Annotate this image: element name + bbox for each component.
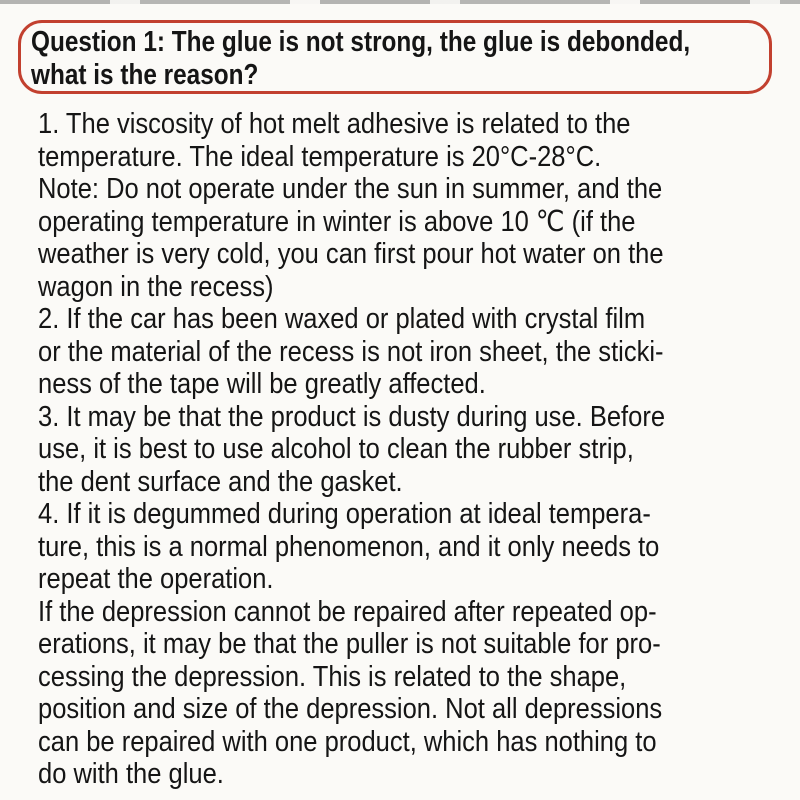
answer-line: or the material of the recess is not iron sheet, the sticki-	[38, 335, 664, 368]
question-title-line-1: Question 1: The glue is not strong, the glue is debonded,	[31, 26, 691, 58]
answer-line: Note: Do not operate under the sun in summer, and the	[38, 173, 663, 205]
answer-line: position and size of the depression. Not all depressions	[38, 693, 663, 725]
top-edge-artifact	[0, 0, 800, 4]
answer-text	[38, 108, 800, 791]
answer-line: temperature. The ideal temperature is 20°C-28°C.	[38, 140, 602, 173]
answer-line: can be repaired with one product, which has nothing to	[38, 725, 657, 758]
answer-line: operating temperature in winter is above 10 ℃ (if the	[38, 205, 636, 238]
question-title-line-2: what is the reason?	[31, 59, 259, 91]
answer-line: 2. If the car has been waxed or plated with crystal film	[38, 303, 646, 335]
answer-line: weather is very cold, you can first pour hot water on the	[38, 238, 664, 270]
answer-line: do with the glue.	[38, 758, 224, 790]
answer-line: wagon in the recess)	[38, 270, 274, 303]
question-title	[31, 26, 787, 92]
answer-line: cessing the depression. This is related to the shape,	[38, 660, 627, 693]
answer-line: repeat the operation.	[38, 563, 274, 595]
answer-line: ture, this is a normal phenomenon, and it only needs to	[38, 530, 660, 563]
answer-line: 3. It may be that the product is dusty during use. Before	[38, 400, 666, 433]
answer-line: the dent surface and the gasket.	[38, 465, 403, 498]
question-title-box	[18, 20, 772, 94]
answer-line: 4. If it is degummed during operation at ideal tempera-	[38, 498, 651, 530]
answer-line: use, it is best to use alcohol to clean the rubber strip,	[38, 433, 634, 465]
answer-line: If the depression cannot be repaired after repeated op-	[38, 595, 657, 628]
answer-line: erations, it may be that the puller is not suitable for pro-	[38, 628, 661, 660]
answer-line: 1. The viscosity of hot melt adhesive is related to the	[38, 108, 631, 140]
answer-line: ness of the tape will be greatly affected.	[38, 368, 486, 400]
